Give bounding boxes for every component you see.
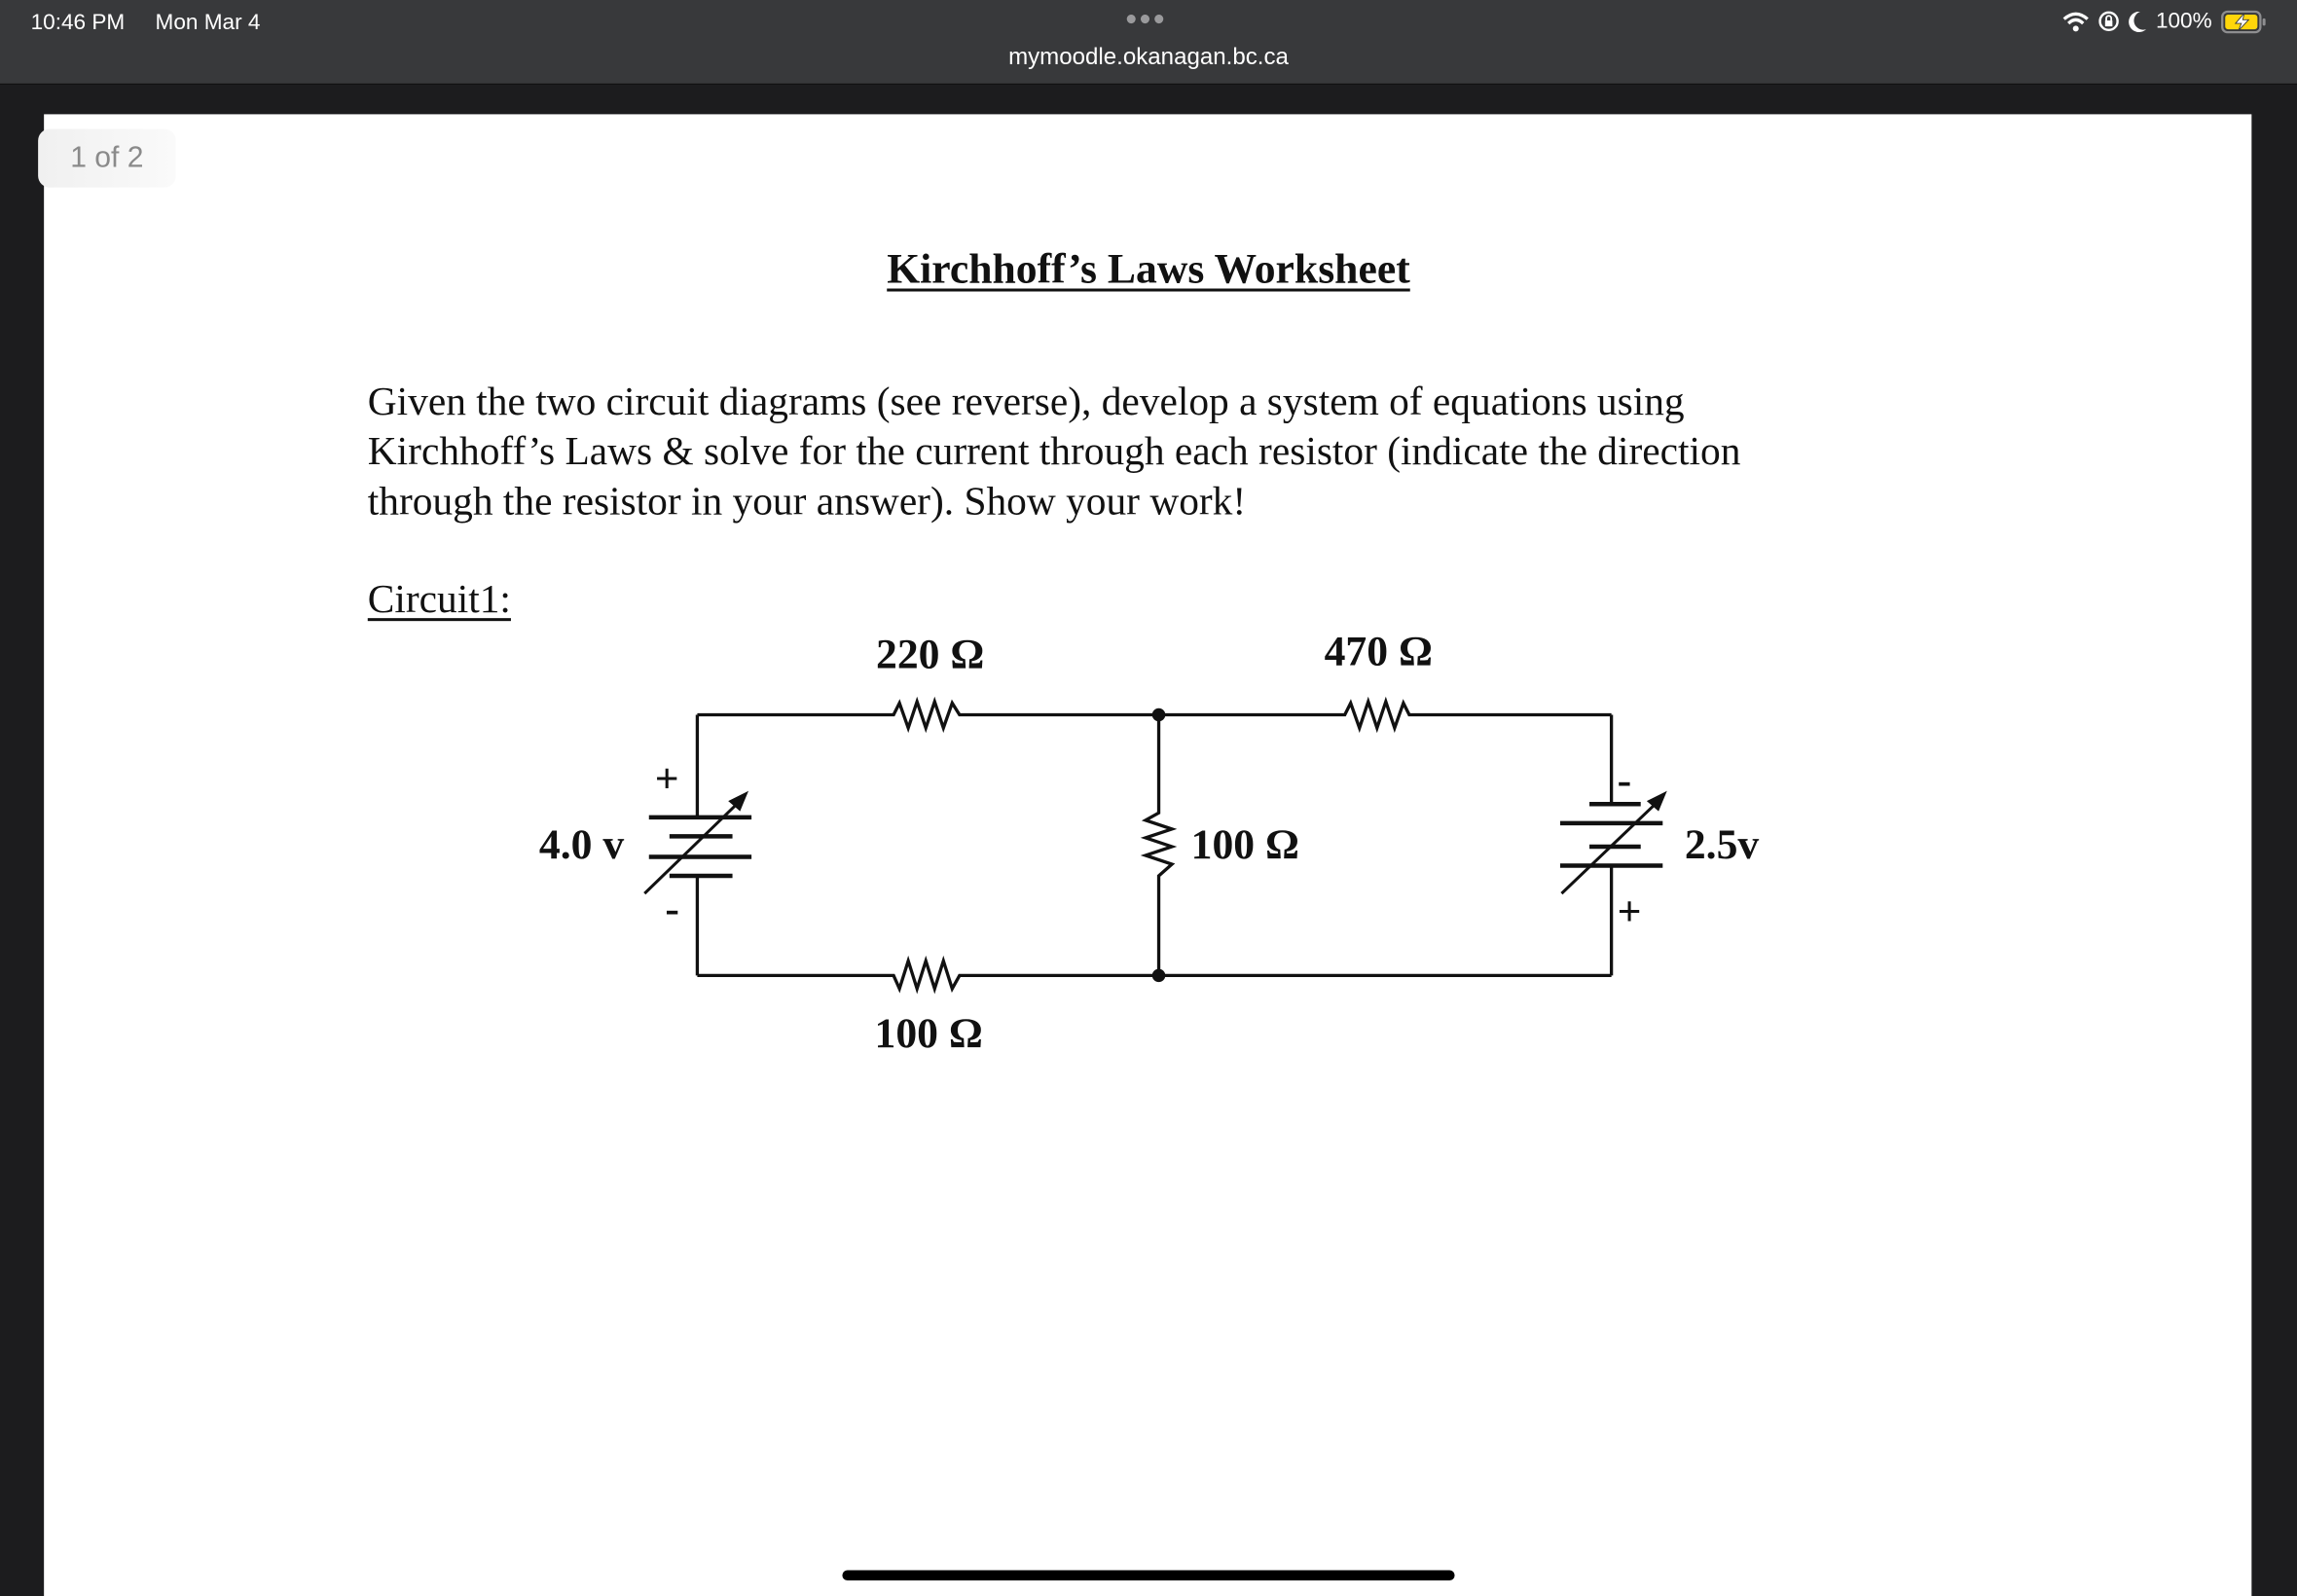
junction-bottom	[1152, 969, 1166, 983]
left-plus-sign: +	[654, 755, 679, 803]
label-2-5v: 2.5v	[1684, 820, 1760, 868]
resistor-100-middle	[1146, 714, 1172, 975]
address-bar-url[interactable]: mymoodle.okanagan.bc.ca	[1008, 45, 1289, 71]
left-minus-sign: -	[665, 886, 679, 933]
document-title-text: Kirchhoff’s Laws Worksheet	[887, 245, 1410, 294]
circuit-heading: Circuit1:	[367, 575, 511, 622]
home-indicator[interactable]	[842, 1570, 1454, 1580]
paragraph-line: through the resistor in your answer). Show your work!	[367, 477, 1247, 524]
multitasking-dots-icon[interactable]: ●●●	[1124, 6, 1167, 30]
page-indicator: 1 of 2	[38, 128, 175, 187]
right-minus-sign: -	[1617, 756, 1632, 804]
label-220-ohm: 220 Ω	[876, 631, 985, 678]
paragraph-line: Kirchhoff’s Laws & solve for the current through each resistor (indicate the direction	[367, 427, 1741, 474]
label-4v: 4.0 v	[538, 820, 625, 868]
label-100-ohm-middle: 100 Ω	[1190, 820, 1299, 868]
label-100-ohm-bottom: 100 Ω	[874, 1010, 983, 1058]
battery-percent: 100%	[2155, 9, 2212, 34]
paragraph-line: Given the two circuit diagrams (see reverse), develop a system of equations using	[367, 378, 1685, 423]
right-plus-sign: +	[1617, 889, 1642, 936]
label-470-ohm: 470 Ω	[1324, 628, 1433, 675]
junction-top	[1152, 708, 1166, 722]
clock: 10:46 PM	[30, 10, 126, 36]
date: Mon Mar 4	[155, 10, 261, 36]
